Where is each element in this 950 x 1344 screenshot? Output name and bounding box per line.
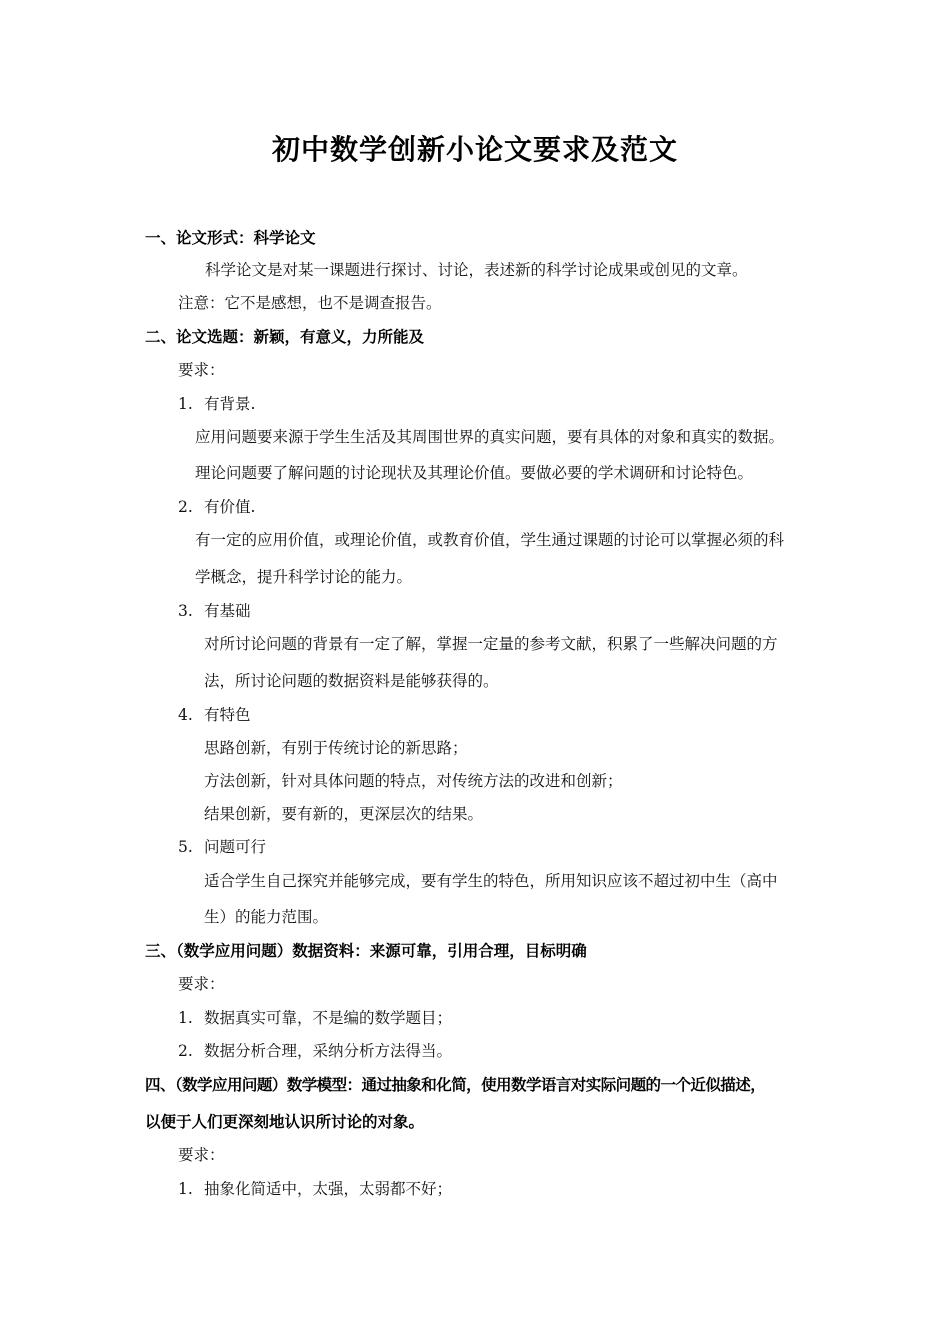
paragraph-line: 生）的能力范围。 [204,908,329,926]
paragraph-line: 应用问题要来源于学生生活及其周围世界的真实问题，要有具体的对象和真实的数据。 [195,428,785,446]
list-number: 2. [178,1042,193,1060]
requirement-label: 要求： [178,361,225,379]
document-title: 初中数学创新小论文要求及范文 [271,133,678,166]
list-number: 5. [178,838,193,856]
paragraph-line: 思路创新，有别于传统讨论的新思路； [204,739,468,757]
list-item [178,705,251,725]
list-item-label: 有背景. [204,395,256,413]
list-item [178,497,255,517]
paragraph-line: 学概念，提升科学讨论的能力。 [195,568,413,586]
list-item [178,837,266,857]
list-number: 1. [178,1180,193,1198]
list-item [178,601,251,621]
paragraph-line: 结果创新，要有新的，更深层次的结果。 [204,805,484,823]
paragraph-line: 注意：它不是感想，也不是调查报告。 [178,294,442,312]
list-item-label: 数据真实可靠，不是编的数学题目； [204,1009,453,1027]
list-item [178,1008,452,1028]
paragraph-line: 法，所讨论问题的数据资料是能够获得的。 [204,672,499,690]
list-number: 3. [178,602,193,620]
list-item-label: 有基础 [204,602,251,620]
list-item [178,1041,452,1061]
list-item-label: 数据分析合理，采纳分析方法得当。 [204,1042,453,1060]
list-item-label: 问题可行 [204,838,267,856]
list-item-label: 有价值. [204,498,256,516]
section-heading-1: 一、论文形式：科学论文 [145,229,316,247]
requirement-label: 要求： [178,975,225,993]
paragraph-line: 对所讨论问题的背景有一定了解，掌握一定量的参考文献，积累了一些解决问题的方 [204,635,778,653]
section-heading-4: 四、（数学应用问题）数学模型：通过抽象和化简，使用数学语言对实际问题的一个近似描述， [145,1076,766,1094]
section-heading-2: 二、论文选题：新颖，有意义，力所能及 [145,328,425,346]
list-number: 4. [178,706,193,724]
list-number: 2. [178,498,193,516]
list-item-label: 抽象化简适中，太强，太弱都不好； [204,1180,453,1198]
list-item [178,394,255,414]
requirement-label: 要求： [178,1146,225,1164]
paragraph-line: 适合学生自己探究并能够完成，要有学生的特色，所用知识应该不超过初中生（高中 [204,872,778,890]
paragraph-line: 方法创新，针对具体问题的特点，对传统方法的改进和创新； [204,772,623,790]
section-heading-3: 三、（数学应用问题）数据资料：来源可靠，引用合理，目标明确 [145,942,587,960]
paragraph-line: 科学论文是对某一课题进行探讨、讨论，表述新的科学讨论成果或创见的文章。 [205,261,748,279]
paragraph-line: 有一定的应用价值，或理论价值，或教育价值，学生通过课题的讨论可以掌握必须的科 [195,531,785,549]
list-item [178,1179,452,1199]
list-number: 1. [178,1009,193,1027]
list-number: 1. [178,395,193,413]
section-heading-4-continued: 以便于人们更深刻地认识所讨论的对象。 [145,1113,425,1131]
paragraph-line: 理论问题要了解问题的讨论现状及其理论价值。要做必要的学术调研和讨论特色。 [195,464,754,482]
list-item-label: 有特色 [204,706,251,724]
